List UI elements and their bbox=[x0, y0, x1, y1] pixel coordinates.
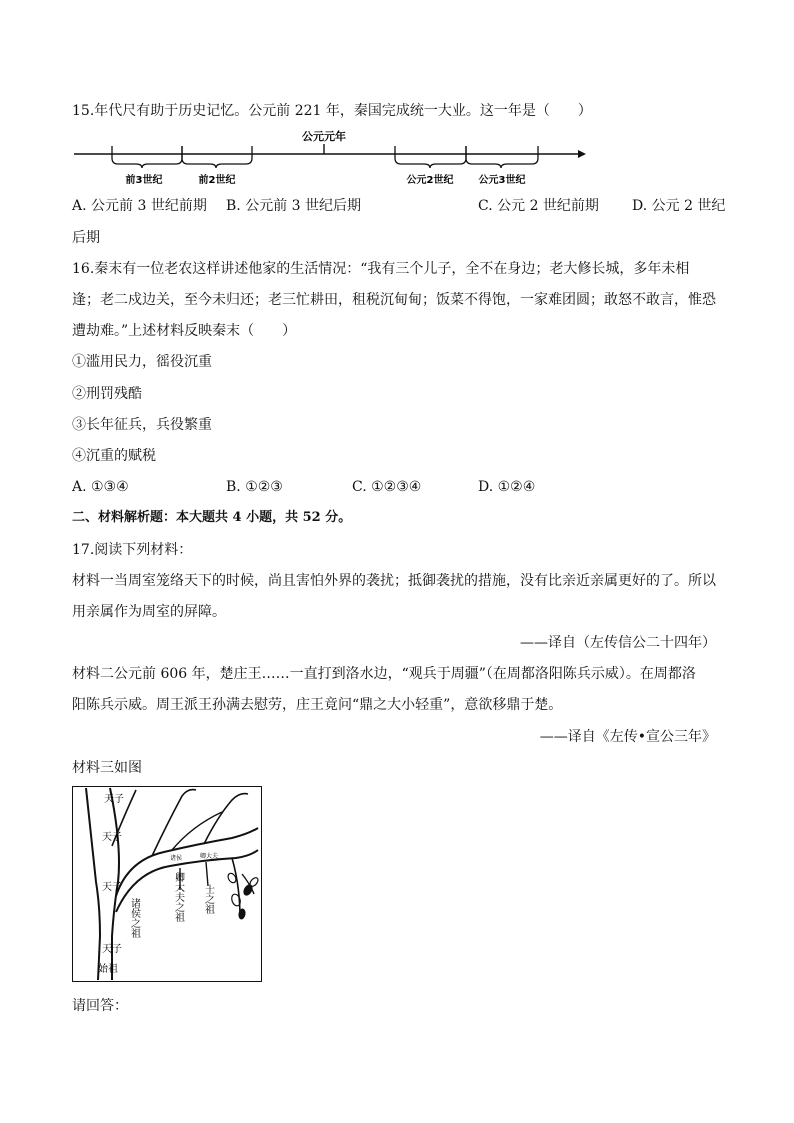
brace-bc2 bbox=[182, 146, 252, 168]
q17-material-2-line-1: 材料二公元前 606 年，楚庄王……一直打到洛水边，“观兵于周疆”（在周都洛阳陈兵示威）。在周都洛 bbox=[72, 666, 696, 682]
tree-label-zhuhou-ancestor: 诸侯之祖 bbox=[128, 898, 140, 938]
tree-label-qingdafu-small: 卿大夫 bbox=[200, 853, 219, 860]
tree-label-shi-ancestor: 士之祖 bbox=[202, 884, 214, 914]
tree-label-tianzi-3: 天子 bbox=[102, 882, 122, 893]
tree-label-zhuhou-small: 诸侯 bbox=[170, 855, 183, 862]
timeline-figure bbox=[72, 128, 588, 190]
q17-material-1-line-2: 用亲属作为周室的屏障。 bbox=[72, 604, 226, 620]
q16-item-3: ③长年征兵，兵役繁重 bbox=[72, 417, 212, 433]
timeline-label-ad2: 公元2世纪 bbox=[406, 175, 454, 186]
q17-material-1-source: ——译自（左传信公二十四年） bbox=[520, 635, 716, 651]
q16-stem-line-2: 逢；老二戍边关，至今未归还；老三忙耕田，租税沉甸甸；饭菜不得饱，一家难团圆；敢怒不敢言，惟恐 bbox=[72, 292, 716, 308]
brace-ad2 bbox=[395, 146, 466, 168]
section-2-heading: 二、材料解析题：本大题共 4 小题，共 52 分。 bbox=[72, 510, 352, 525]
q16-option-b[interactable]: B. ①②③ bbox=[226, 479, 283, 495]
brace-ad3 bbox=[466, 146, 538, 168]
q16-option-d[interactable]: D. ①②④ bbox=[478, 479, 536, 495]
q17-prompt: 请回答： bbox=[72, 998, 128, 1014]
q17-material-3-label: 材料三如图 bbox=[72, 760, 142, 776]
q16-stem-line-1: 16.秦末有一位老农这样讲述他家的生活情况：“我有三个儿子，全不在身边；老大修长城，多年未相 bbox=[72, 261, 690, 277]
lineage-tree-figure bbox=[72, 786, 262, 982]
timeline-label-bc2: 前2世纪 bbox=[198, 175, 236, 186]
timeline-arrow-icon bbox=[578, 150, 586, 158]
q16-option-c[interactable]: C. ①②③④ bbox=[352, 479, 422, 495]
q17-material-1-line-1: 材料一当周室笼络天下的时候，尚且害怕外界的袭扰；抵御袭扰的措施，没有比亲近亲属更好的了。所以 bbox=[72, 573, 716, 589]
q16-stem-line-3: 遭劫难。”上述材料反映秦末（ ） bbox=[72, 323, 297, 339]
q16-item-4: ④沉重的赋税 bbox=[72, 448, 156, 464]
q17-intro: 17.阅读下列材料： bbox=[72, 542, 193, 558]
q17-material-2-source: ——译自《左传•宣公三年》 bbox=[539, 729, 716, 745]
q15-option-c[interactable]: C. 公元 2 世纪前期 bbox=[478, 198, 599, 214]
q17-material-2-line-2: 阳陈兵示威。周王派王孙满去慰劳，庄王竟问“鼎之大小轻重”，意欲移鼎于楚。 bbox=[72, 697, 563, 713]
brace-bc3 bbox=[112, 146, 182, 168]
q16-item-2: ②刑罚残酷 bbox=[72, 386, 142, 402]
q15-option-b[interactable]: B. 公元前 3 世纪后期 bbox=[226, 198, 361, 214]
tree-label-tianzi-1: 天子 bbox=[104, 794, 124, 805]
tree-label-tianzi-2: 天子 bbox=[102, 832, 122, 843]
q16-item-1: ①滥用民力，徭役沉重 bbox=[72, 354, 212, 370]
tree-label-qingdafu-ancestor: 卿大夫之祖 bbox=[172, 872, 184, 922]
timeline-center-label: 公元元年 bbox=[302, 130, 346, 143]
timeline-label-ad3: 公元3世纪 bbox=[478, 175, 526, 186]
tree-frame bbox=[73, 787, 262, 982]
timeline-label-bc3: 前3世纪 bbox=[125, 175, 163, 186]
q16-option-a[interactable]: A. ①③④ bbox=[72, 479, 129, 495]
tree-label-tianzi-4: 天子 bbox=[102, 944, 122, 955]
q15-stem: 15.年代尺有助于历史记忆。公元前 221 年，秦国完成统一大业。这一年是（ ） bbox=[72, 103, 592, 119]
tree-label-root: 始祖 bbox=[98, 964, 118, 975]
q15-option-a[interactable]: A. 公元前 3 世纪前期 bbox=[72, 198, 207, 214]
q15-option-d-continued: 后期 bbox=[72, 230, 100, 246]
q15-option-d[interactable]: D. 公元 2 世纪 bbox=[632, 198, 726, 214]
